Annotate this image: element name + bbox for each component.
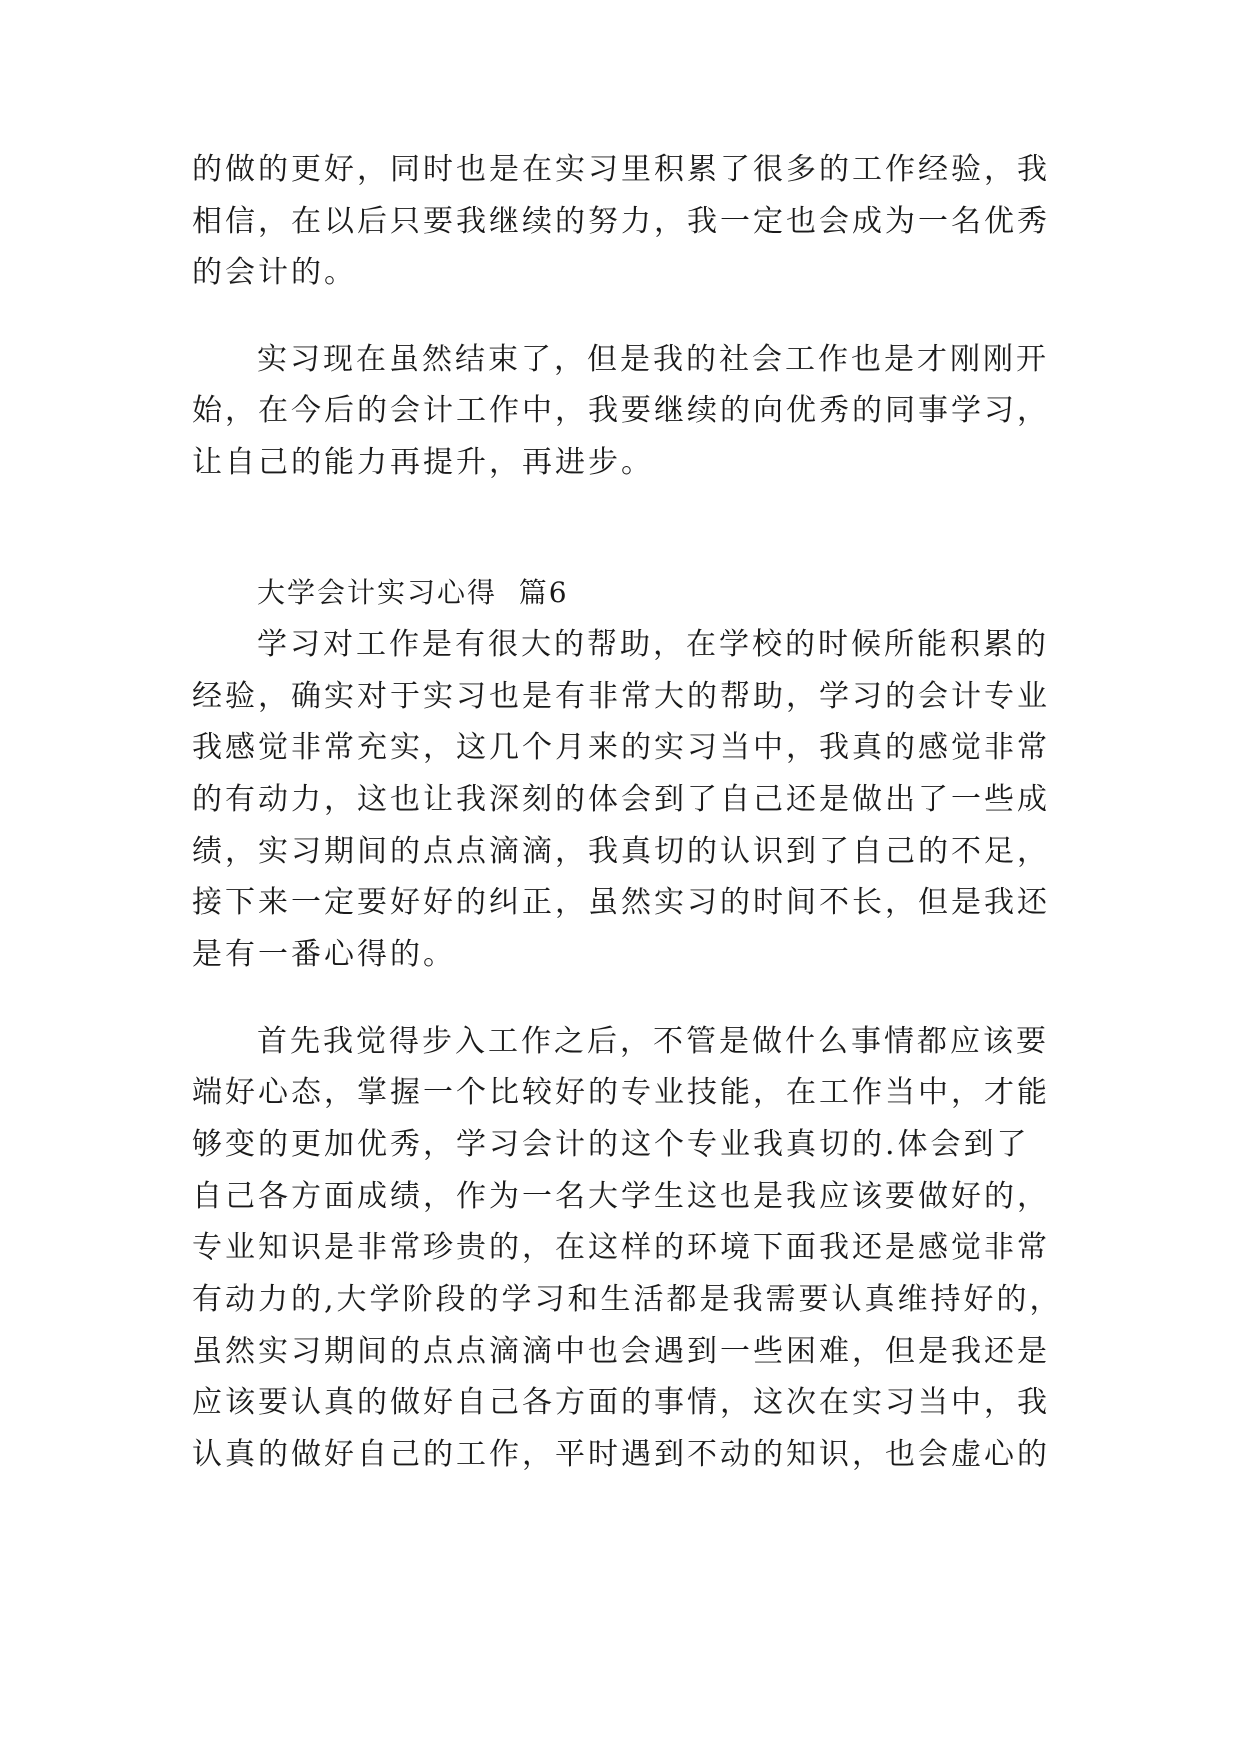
paragraph-3-line-1: 学习对工作是有很大的帮助，在学校的时候所能积累的 (257, 627, 1049, 662)
paragraph-1-line-3: 的会计的。 (192, 255, 357, 290)
paragraph-4-line-8: 应该要认真的做好自己各方面的事情，这次在实习当中，我 (192, 1385, 1050, 1420)
paragraph-4-line-6: 有动力的,大学阶段的学习和生活都是我需要认真维持好的， (192, 1282, 1063, 1317)
paragraph-4-line-3: 够变的更加优秀，学习会计的这个专业我真切的.体会到了 (192, 1127, 1030, 1162)
paragraph-3-line-4: 的有动力，这也让我深刻的体会到了自己还是做出了一些成 (192, 782, 1050, 817)
paragraph-4-line-7: 虽然实习期间的点点滴滴中也会遇到一些困难，但是我还是 (192, 1334, 1050, 1369)
section-heading: 大学会计实习心得 篇6 (257, 576, 569, 609)
paragraph-4-line-2: 端好心态，掌握一个比较好的专业技能，在工作当中，才能 (192, 1075, 1050, 1110)
paragraph-3-line-7: 是有一番心得的。 (192, 937, 456, 972)
paragraph-3-line-6: 接下来一定要好好的纠正，虽然实习的时间不长，但是我还 (192, 885, 1050, 920)
paragraph-3-line-3: 我感觉非常充实，这几个月来的实习当中，我真的感觉非常 (192, 730, 1050, 765)
paragraph-4-line-5: 专业知识是非常珍贵的，在这样的环境下面我还是感觉非常 (192, 1230, 1050, 1265)
paragraph-3-line-2: 经验，确实对于实习也是有非常大的帮助，学习的会计专业 (192, 679, 1050, 714)
paragraph-2-line-1: 实习现在虽然结束了，但是我的社会工作也是才刚刚开 (257, 342, 1049, 377)
paragraph-3-line-5: 绩，实习期间的点点滴滴，我真切的认识到了自己的不足， (192, 834, 1050, 869)
paragraph-4-line-4: 自己各方面成绩，作为一名大学生这也是我应该要做好的， (192, 1179, 1050, 1214)
paragraph-2-line-3: 让自己的能力再提升，再进步。 (192, 445, 654, 480)
paragraph-2-line-2: 始，在今后的会计工作中，我要继续的向优秀的同事学习， (192, 393, 1050, 428)
paragraph-1-line-2: 相信，在以后只要我继续的努力，我一定也会成为一名优秀 (192, 204, 1050, 239)
paragraph-1-line-1: 的做的更好，同时也是在实习里积累了很多的工作经验，我 (192, 152, 1050, 187)
paragraph-4-line-1: 首先我觉得步入工作之后，不管是做什么事情都应该要 (257, 1024, 1049, 1059)
paragraph-4-line-9: 认真的做好自己的工作，平时遇到不动的知识，也会虚心的 (192, 1437, 1050, 1472)
